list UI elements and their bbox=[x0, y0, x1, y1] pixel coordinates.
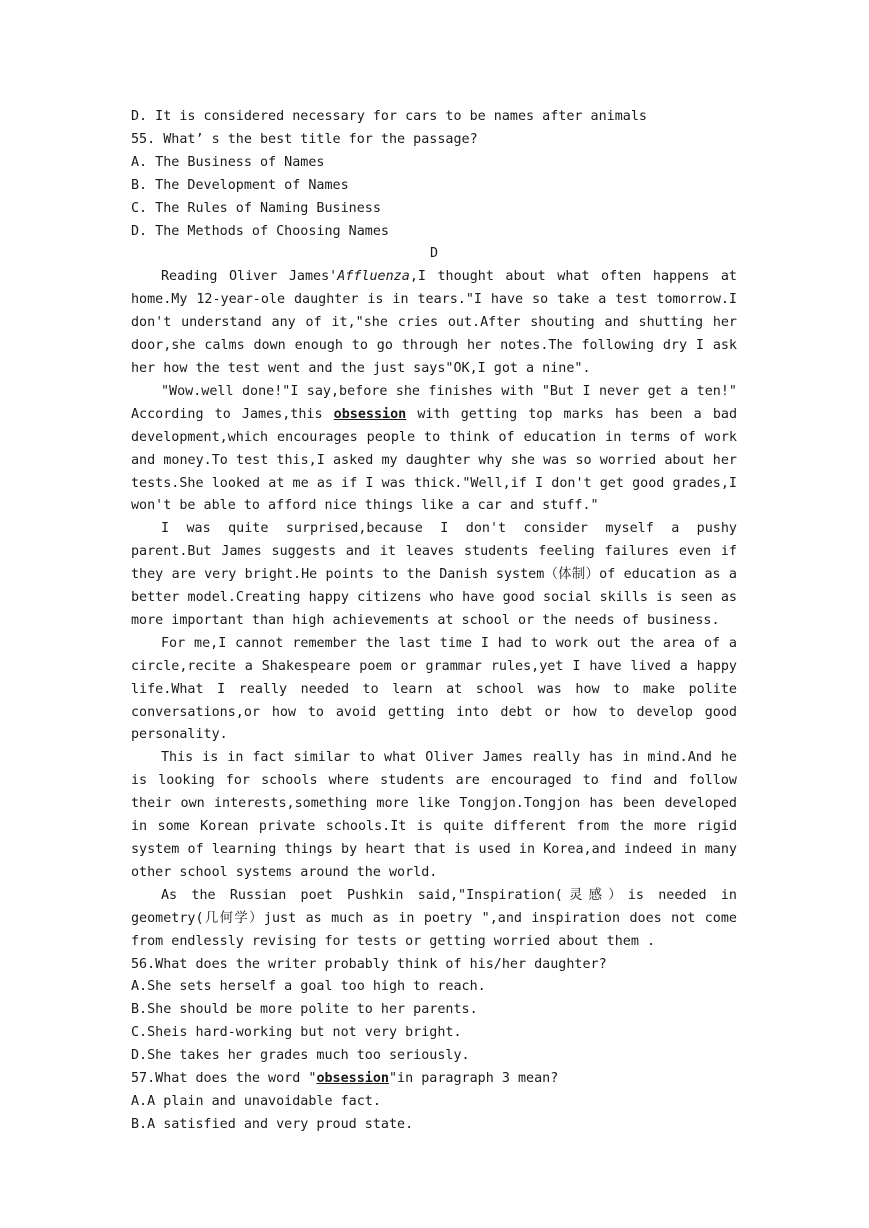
q57-question bbox=[131, 1068, 737, 1091]
passage-paragraph-5: This is in fact similar to what Oliver James really has in mind.And he is looking for schools where students are encouraged to find and follow their own interests,something more like Tongjon.Tongjon has been developed in some Korean private schools.It is quite different from the more rigid system of learning things by heart that is used in Korea,and indeed in many other school systems around the world. bbox=[131, 750, 737, 880]
q55-option-a: A. The Business of Names bbox=[131, 154, 325, 170]
exam-page bbox=[131, 106, 737, 1137]
passage-paragraph-2 bbox=[131, 381, 737, 518]
q55-option-c: C. The Rules of Naming Business bbox=[131, 200, 381, 216]
q56-question: 56.What does the writer probably think of his/her daughter? bbox=[131, 956, 607, 972]
q57-option-a: A.A plain and unavoidable fact. bbox=[131, 1093, 381, 1109]
highlighted-word-obsession: obsession bbox=[333, 406, 407, 422]
q57-question-start: 57.What does the word " bbox=[131, 1071, 317, 1087]
q56-option-d: D.She takes her grades much too seriously. bbox=[131, 1048, 470, 1064]
book-title: Affluenza bbox=[337, 269, 410, 285]
q55-question: 55. What’ s the best title for the passage? bbox=[131, 131, 478, 147]
section-label: D bbox=[429, 246, 439, 262]
q55-option-b: B. The Development of Names bbox=[131, 177, 349, 193]
q54-option-d: D. It is considered necessary for cars to be names after animals bbox=[131, 109, 647, 124]
passage-paragraph-1 bbox=[131, 266, 737, 381]
passage-paragraph-6: As the Russian poet Pushkin said,"Inspiration(灵感）is needed in geometry(几何学）just as much as in poetry ",and inspiration does not come from endlessly revising for tests or getting worried about them . bbox=[131, 887, 737, 949]
paragraph-2-rest: with getting top marks has been a bad development,which encourages people to think of education in terms of work and money.To test this,I asked my daughter why she was so worried about her tests.She looked at me as if I was thick."Well,if I don't get good grades,I won't be able to afford nice things like a car and stuff." bbox=[131, 406, 738, 514]
paragraph-1-start: Reading Oliver James' bbox=[161, 269, 338, 285]
q55-option-d: D. The Methods of Choosing Names bbox=[131, 223, 389, 239]
q57-keyword-obsession: obsession bbox=[316, 1071, 389, 1087]
q56-option-a: A.She sets herself a goal too high to reach. bbox=[131, 979, 486, 995]
paragraph-1-rest: ,I thought about what often happens at home.My 12-year-ole daughter is in tears."I have so take a test tomorrow.I don't understand any of it,"she cries out.After shouting and shutting her door,she calms down enough to go through her notes.The following dry I ask her how the test went and the just says"OK,I got a nine". bbox=[131, 269, 737, 376]
paragraph-2-start: "Wow.well done!"I say,before she finishes with "But I never get a ten!" According to James,this bbox=[131, 383, 737, 422]
q57-question-end: "in paragraph 3 mean? bbox=[389, 1071, 559, 1087]
passage-paragraph-3: I was quite surprised,because I don't consider myself a pushy parent.But James suggests and it leaves students feeling failures even if they are very bright.He points to the Danish system（体制）of education as a better model.Creating happy citizens who have good social skills is seen as more important than high achievements at school or the needs of business. bbox=[131, 521, 737, 628]
q57-option-b: B.A satisfied and very proud state. bbox=[131, 1116, 414, 1132]
q56-option-b: B.She should be more polite to her parents. bbox=[131, 1002, 478, 1018]
q56-option-c: C.Sheis hard-working but not very bright. bbox=[131, 1025, 462, 1041]
passage-paragraph-4: For me,I cannot remember the last time I had to work out the area of a circle,recite a Shakespeare poem or grammar rules,yet I have lived a happy life.What I really needed to learn at school was how to make polite conversations,or how to avoid getting into debt or how to develop good personality. bbox=[131, 635, 737, 743]
